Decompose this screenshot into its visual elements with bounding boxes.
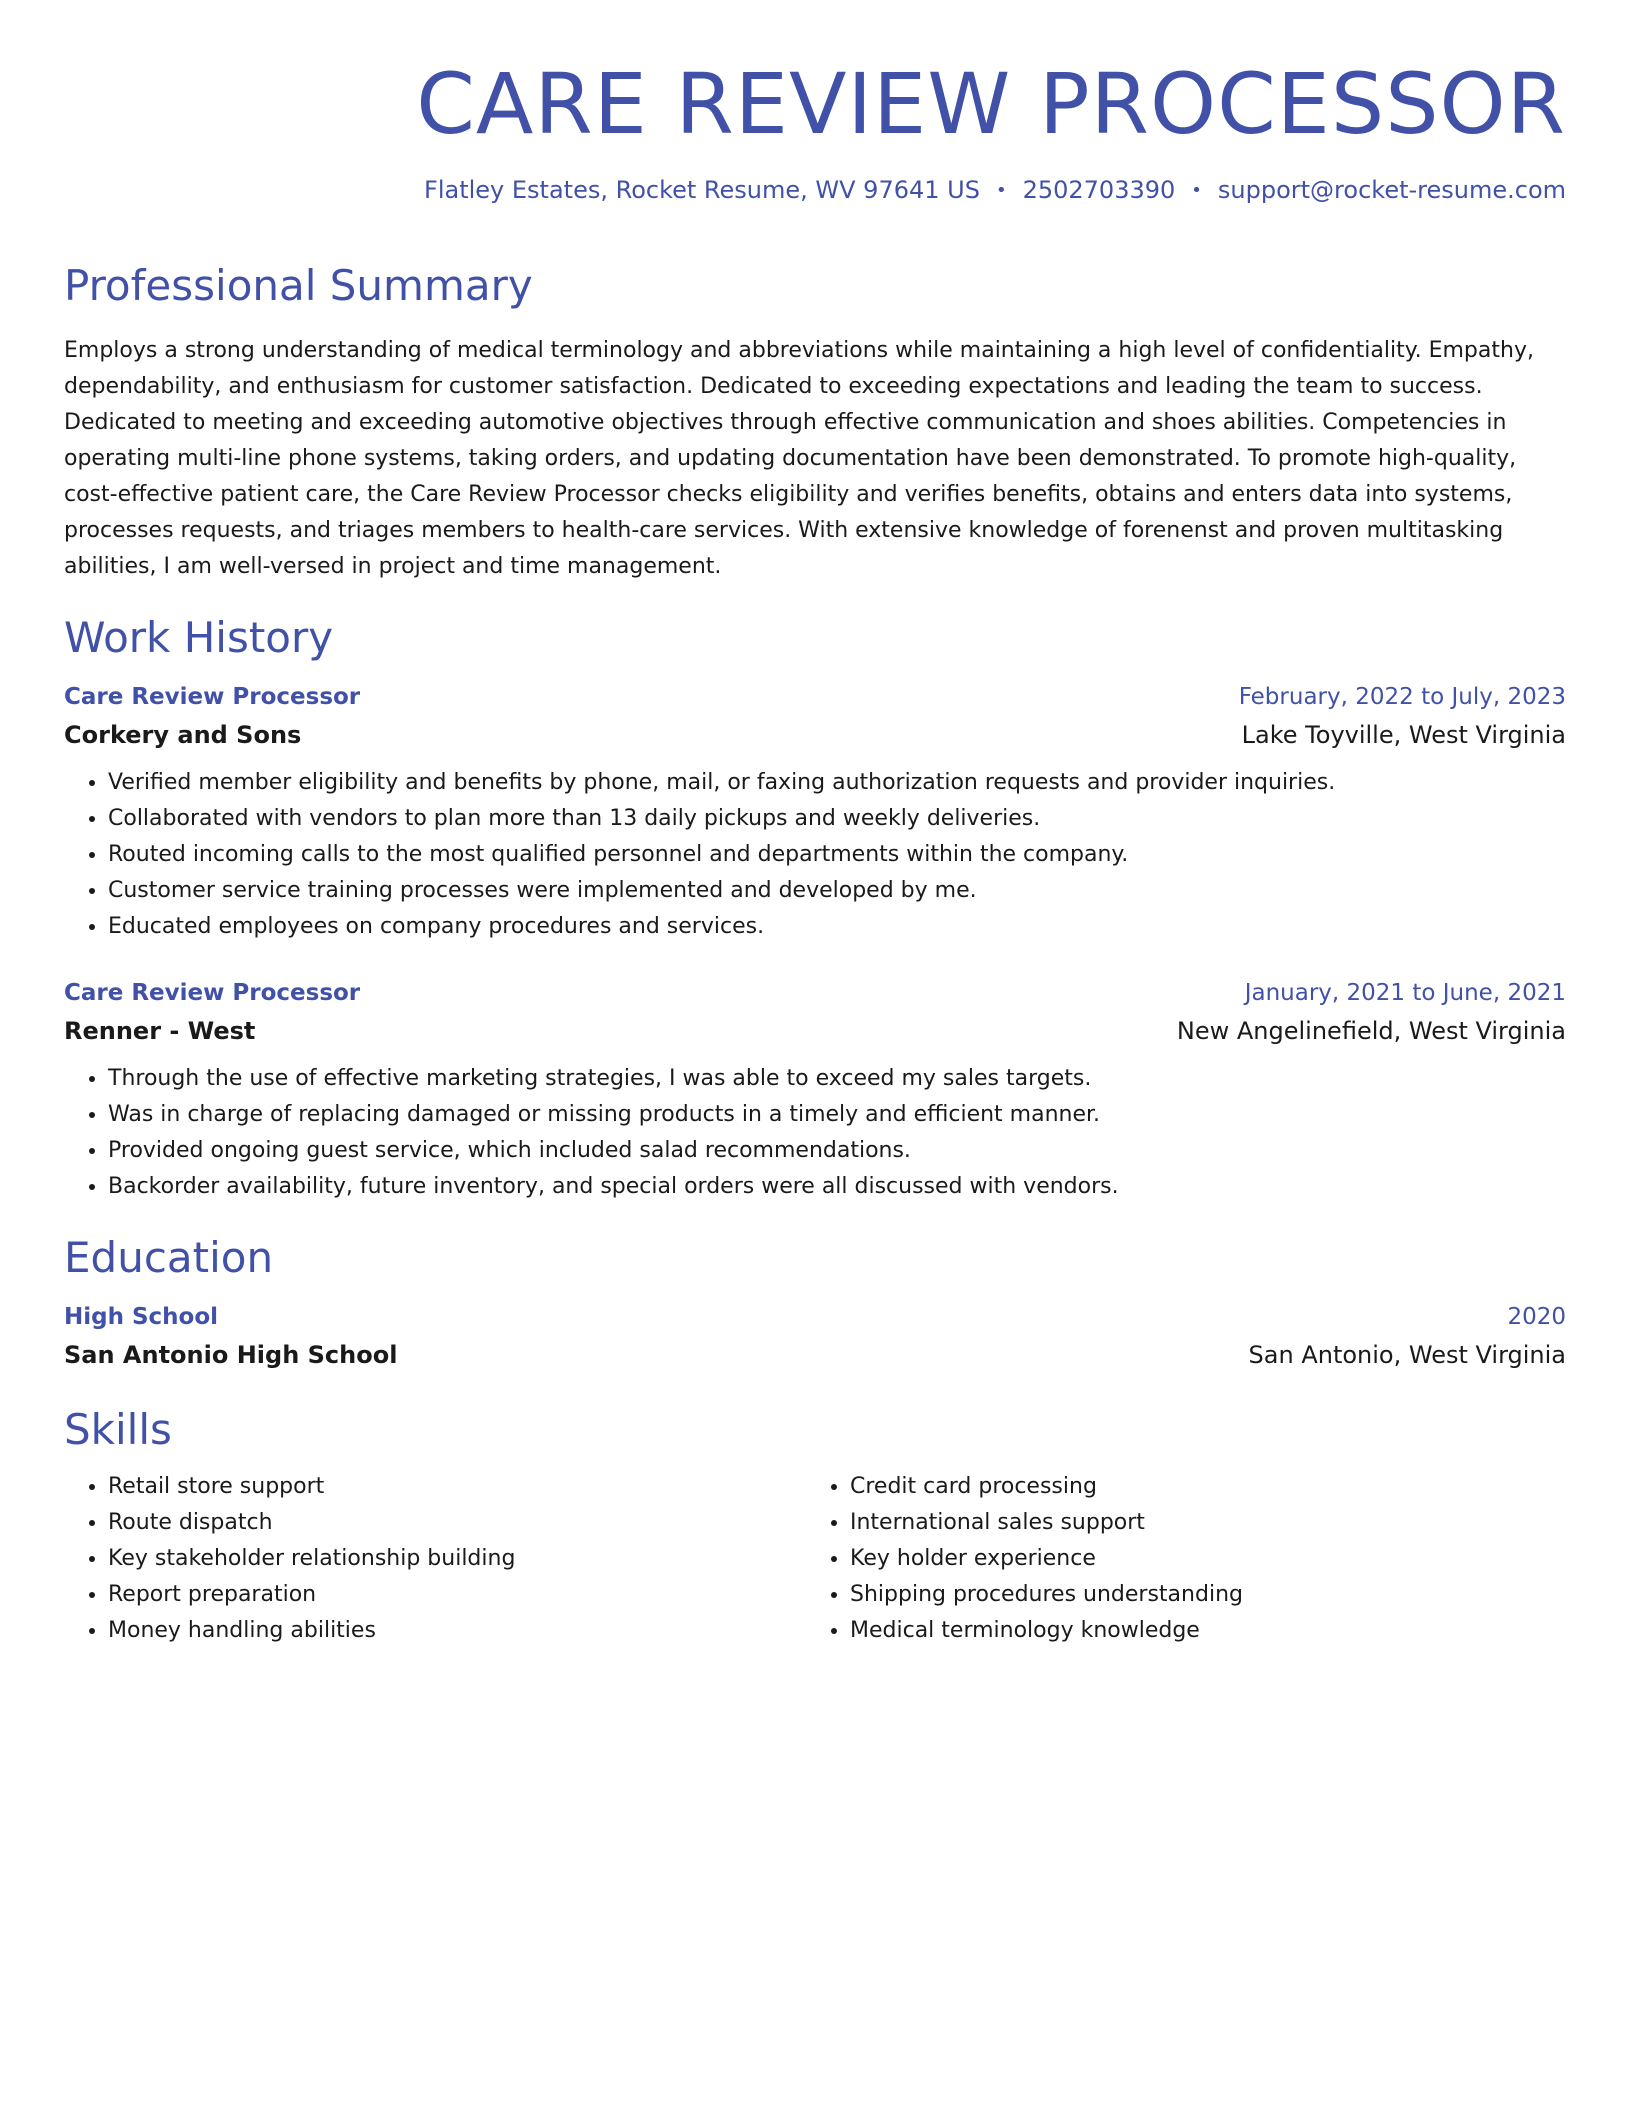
skill-item: • Shipping procedures understanding	[850, 1577, 1566, 1613]
skills-heading: Skills	[64, 1405, 172, 1454]
job-company-row	[64, 715, 1566, 755]
job-bullet: • Verified member eligibility and benefits by phone, mail, or faxing authorization requests and provider inquiries.	[108, 765, 1566, 801]
job-bullets	[64, 1061, 1566, 1205]
candidate-name: CARE REVIEW PROCESSOR	[416, 55, 1566, 153]
job-location: New Angelinefield, West Virginia	[1176, 1017, 1566, 1045]
contact-phone[interactable]: 2502703390	[1022, 176, 1176, 204]
resume-page	[64, 0, 1566, 1649]
job-bullet: • Was in charge of replacing damaged or missing products in a timely and efficient manner.	[108, 1097, 1566, 1133]
job-entry	[64, 679, 1566, 945]
skill-item: • Credit card processing	[850, 1469, 1566, 1505]
education-school: San Antonio High School	[64, 1341, 398, 1369]
education-location: San Antonio, West Virginia	[1248, 1341, 1566, 1369]
skill-item: • International sales support	[850, 1505, 1566, 1541]
education-heading: Education	[64, 1233, 274, 1282]
job-bullets	[64, 765, 1566, 945]
skill-item: • Money handling abilities	[108, 1613, 806, 1649]
job-bullet: • Provided ongoing guest service, which included salad recommendations.	[108, 1133, 1566, 1169]
job-title: Care Review Processor	[64, 684, 361, 710]
job-bullet: • Routed incoming calls to the most qualified personnel and departments within the company.	[108, 837, 1566, 873]
work-history-heading: Work History	[64, 613, 334, 662]
job-company-row	[64, 1011, 1566, 1051]
skill-item: • Route dispatch	[108, 1505, 806, 1541]
education-entry	[64, 1299, 1566, 1375]
job-location: Lake Toyville, West Virginia	[1241, 721, 1566, 749]
education-year: 2020	[1507, 1304, 1566, 1330]
skill-item: • Retail store support	[108, 1469, 806, 1505]
education-school-row	[64, 1335, 1566, 1375]
job-bullet: • Through the use of effective marketing strategies, I was able to exceed my sales targets.	[108, 1061, 1566, 1097]
skill-item: • Report preparation	[108, 1577, 806, 1613]
job-dates: January, 2021 to June, 2021	[1244, 980, 1566, 1006]
skills-list	[64, 1469, 1566, 1649]
skill-item: • Key stakeholder relationship building	[108, 1541, 806, 1577]
skills-column-left	[64, 1469, 806, 1649]
job-bullet: • Customer service training processes were implemented and developed by me.	[108, 873, 1566, 909]
job-title: Care Review Processor	[64, 980, 361, 1006]
contact-line	[64, 174, 1566, 207]
job-bullet: • Educated employees on company procedures and services.	[108, 909, 1566, 945]
contact-address: Flatley Estates, Rocket Resume, WV 97641 US	[424, 176, 980, 204]
education-degree: High School	[64, 1304, 219, 1330]
contact-separator: •	[995, 180, 1007, 201]
skill-item: • Medical terminology knowledge	[850, 1613, 1566, 1649]
job-company: Renner - West	[64, 1017, 256, 1045]
job-header-row	[64, 679, 1566, 715]
education-header-row	[64, 1299, 1566, 1335]
summary-text: Employs a strong understanding of medical terminology and abbreviations while maintaining a high level of confidentiality. Empathy, dependability, and enthusiasm for customer satisfaction. Dedicated to exceeding expectations and leading the team to success. Dedicated to meeting and exceeding automotive objectives through effective communication and shoes abilities. Competencies in operating multi-line phone systems, taking orders, and updating documentation have been demonstrated. To promote high-quality, cost-effective patient care, the Care Review Processor checks eligibility and verifies benefits, obtains and enters data into systems, processes requests, and triages members to health-care services. With extensive knowledge of forenenst and proven multitasking abilities, I am well-versed in project and time management.	[64, 338, 1534, 579]
job-bullet: • Collaborated with vendors to plan more than 13 daily pickups and weekly deliveries.	[108, 801, 1566, 837]
job-dates: February, 2022 to July, 2023	[1238, 684, 1566, 710]
job-company: Corkery and Sons	[64, 721, 302, 749]
job-entry	[64, 975, 1566, 1205]
job-header-row	[64, 975, 1566, 1011]
contact-separator: •	[1191, 180, 1202, 201]
summary-heading: Professional Summary	[64, 261, 533, 310]
skill-item: • Key holder experience	[850, 1541, 1566, 1577]
job-bullet: • Backorder availability, future inventory, and special orders were all discussed with vendors.	[108, 1169, 1566, 1205]
contact-email[interactable]: support@rocket-resume.com	[1217, 176, 1566, 204]
skills-column-right	[806, 1469, 1566, 1649]
